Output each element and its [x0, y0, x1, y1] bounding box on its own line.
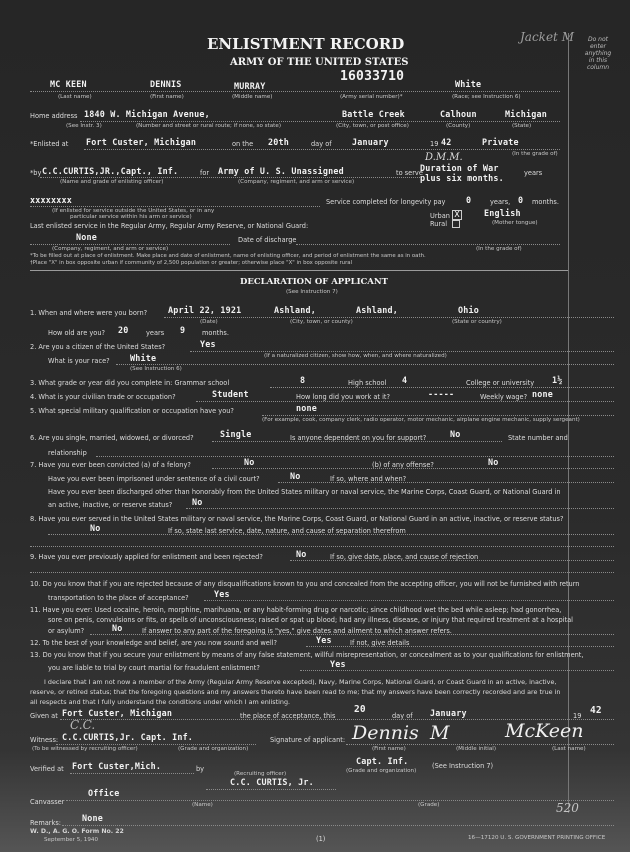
q11-label: 11. Have you ever: Used cocaine, heroin, morphine, marihuana, or any habit-forming drug or narcotic; since childhood wet the bed while asleep; had gonorrhea,: [30, 606, 562, 614]
label-sig-middle: (Middle initial): [456, 746, 497, 752]
q12b-label: If not, give details: [350, 639, 410, 647]
officer-underline: [40, 177, 420, 178]
section-divider: [30, 270, 568, 271]
on-the-label: on the: [232, 140, 254, 148]
last-service-label: Last enlisted service in the Regular Army, Regular Army Reserve, or National Guard:: [30, 222, 309, 230]
q7d2-label: an active, inactive, or reserve status?: [48, 501, 173, 509]
dependent-question: Is anyone dependent on you for support?: [290, 434, 427, 442]
footnote-2: †Place "X" in box opposite urban if community of 2,500 population or greater; otherwise place "X" in box opposite rural: [30, 260, 353, 266]
label-instr3: (See Instr. 3): [66, 123, 102, 129]
q9b-label: If so, give date, place, and cause of rejection: [330, 553, 479, 561]
q11d-label: If answer to any part of the foregoing is "yes," give dates and ailment to which answer refers.: [142, 627, 452, 635]
place-of-acceptance-label: the place of acceptance, this: [240, 712, 336, 720]
verified-name-value: C.C. CURTIS, Jr.: [230, 777, 314, 787]
race-answer-value: White: [130, 353, 157, 363]
given-month-value: January: [430, 708, 467, 718]
grammar-school-value: 8: [300, 375, 306, 385]
verified-place-value: Fort Custer,Mich.: [72, 761, 162, 771]
label-birth-city: (City, town, or county): [290, 319, 353, 325]
high-school-value: 4: [402, 375, 408, 385]
label-state: (State): [512, 123, 532, 129]
label-outside1: (If enlisted for service outside the United States, or in any: [52, 208, 215, 214]
q5-underline: [262, 415, 614, 416]
label-naturalized: (If a naturalized citizen, show how, when, and where naturalized): [264, 353, 447, 359]
corner-handwritten-number: 520: [556, 801, 579, 815]
relationship-underline: [96, 456, 614, 457]
serial-number-value: 16033710: [340, 69, 405, 84]
last-service-value: None: [76, 232, 97, 242]
college-value: 1½: [552, 375, 563, 385]
label-grade: (In the grade of): [512, 151, 558, 157]
q7-label: 7. Have you ever been convicted (a) of a felony?: [30, 461, 191, 469]
occupation-value: Student: [212, 389, 249, 399]
label-race: (Race; see Instruction 6): [452, 94, 521, 100]
label-enlisting-officer: (Name and grade of enlisting officer): [60, 179, 164, 185]
canvasser-label: Canvasser: [30, 798, 65, 806]
urban-checkbox: X: [452, 210, 462, 220]
label-recruiting-officer: (Recruiting officer): [234, 771, 287, 777]
home-address-label: Home address: [30, 112, 78, 120]
last-name-value: MC KEEN: [50, 79, 87, 89]
label-mother-tongue: (Mother tongue): [492, 220, 538, 226]
felony-value: No: [244, 457, 255, 467]
label-canvasser-name: (Name): [192, 802, 213, 808]
label-special: (For example, cook, company clerk, radio operator, motor mechanic, airplane engine mechanic, supply sergeant): [262, 417, 580, 423]
q9-underline: [290, 560, 614, 561]
canvasser-value: Office: [88, 788, 120, 798]
where-when-label: If so, where and when?: [330, 475, 407, 483]
verified-by-label: by: [196, 765, 205, 773]
q8-underline: [48, 534, 614, 535]
given-day-of-label: day of: [392, 712, 413, 720]
citizen-value: Yes: [200, 339, 216, 349]
q5-label: 5. What special military qualification or occupation have you?: [30, 407, 234, 415]
q4-label: 4. What is your civilian trade or occupation?: [30, 393, 176, 401]
q6-label: 6. Are you single, married, widowed, or divorced?: [30, 434, 194, 442]
q1-label: 1. When and where were you born?: [30, 309, 148, 317]
dependent-value: No: [450, 429, 461, 439]
q11b-label: sore on penis, convulsions or fits, or spells of unconsciousness; raised or spat up blood; had any illness, disease, or injury that required treatment at a hospital: [48, 616, 573, 624]
q8-underline-2: [30, 546, 614, 547]
relationship-label: relationship: [48, 449, 87, 457]
label-last-name: (Last name): [58, 94, 92, 100]
verified-by-underline: [206, 789, 336, 790]
sound-value: Yes: [316, 635, 332, 645]
label-grade-org: (Grade and organization): [178, 746, 249, 752]
footnote-1: *To be filled out at place of enlistment. Make place and date of enlistment, name of enlisting officer, and period of enlistment the same as in oath.: [30, 253, 426, 259]
rural-checkbox: [452, 220, 460, 228]
college-label: College or university: [466, 379, 535, 387]
last-service-underline: [30, 244, 230, 245]
verified-underline: [70, 773, 194, 774]
label-birth-date: (Date): [200, 319, 218, 325]
q13-label: 13. Do you know that if you secure your enlistment by means of any false statement, willful misrepresentation, or concealment as to your qualifications for enlistment,: [30, 651, 584, 659]
city-value: Battle Creek: [342, 109, 405, 119]
enlisted-day-value: 20th: [268, 137, 289, 147]
for-label: for: [200, 169, 210, 177]
q7-underline: [212, 468, 614, 469]
served-value: No: [90, 523, 101, 533]
q7c-label: Have you ever been imprisoned under sentence of a civil court?: [48, 475, 260, 483]
form-date: September 5, 1940: [44, 837, 99, 843]
declaration-sub: (See Instruction 7): [286, 289, 338, 295]
transport-value: Yes: [214, 589, 230, 599]
handwritten-initials: D.M.M.: [425, 152, 463, 163]
q4-underline: [196, 401, 614, 402]
q10b-label: transportation to the place of acceptance?: [48, 594, 189, 602]
signature-first-name: Dennis: [352, 722, 419, 744]
signature-underline: [346, 744, 614, 745]
label-outside2: particular service within his arm or service): [70, 214, 192, 220]
certification-line-2: reserve, or retired status; that the foregoing questions and my answers thereto have been read to me; that my answers have been correctly recorded and are true in: [30, 688, 561, 696]
race-underline: [116, 364, 614, 365]
to-serve-label: to serve: [396, 169, 423, 177]
signature-middle-initial: M: [430, 722, 450, 744]
day-of-label: day of: [311, 140, 332, 148]
birth-place-value: Ashland,: [274, 305, 316, 315]
label-middle-name: (Middle name): [232, 94, 273, 100]
witness-initial-signature: C.C.: [70, 718, 96, 732]
discharged-value: No: [192, 497, 203, 507]
q9-label: 9. Have you ever previously applied for enlistment and been rejected?: [30, 553, 263, 561]
age-months-label: months.: [202, 329, 229, 337]
form-number: W. D., A. G. O. Form No. 22: [30, 828, 124, 835]
q3-label: 3. What grade or year did you complete in: Grammar school: [30, 379, 230, 387]
label-grade-2: (In the grade of): [476, 246, 522, 252]
years-label: years: [524, 169, 543, 177]
certification-line-3: all respects and that I fully understand the conditions under which I am enlisting.: [30, 698, 291, 706]
rejected-value: No: [296, 549, 307, 559]
by-label: *by: [30, 169, 42, 177]
remarks-value: None: [82, 813, 103, 823]
signature-applicant-label: Signature of applicant:: [270, 736, 346, 744]
q8-label: 8. Have you ever served in the United States military or naval service, the Marine Corps, Coast Guard, or National Guard in an active, inactive, or reserve status?: [30, 515, 564, 523]
age-question: How old are you?: [48, 329, 106, 337]
court-martial-value: Yes: [330, 659, 346, 669]
outside-service-value: xxxxxxxx: [30, 195, 72, 205]
q13-underline: [300, 670, 614, 671]
page-number: (1): [316, 835, 326, 843]
marital-status-value: Single: [220, 429, 252, 439]
q11c-label: or asylum?: [48, 627, 85, 635]
high-school-label: High school: [348, 379, 387, 387]
plus-six-months-value: plus six months.: [420, 173, 504, 183]
label-serial: (Army serial number)*: [340, 94, 403, 100]
label-component: (Company, regiment, and arm or service): [238, 179, 355, 185]
longevity-years-label: years,: [490, 198, 511, 206]
label-city: (City, town, or post office): [336, 123, 409, 129]
q1-underline: [164, 317, 614, 318]
offense-label: (b) of any offense?: [372, 461, 434, 469]
q2-label: 2. Are you a citizen of the United States?: [30, 343, 166, 351]
address-underline: [80, 121, 560, 122]
longevity-months-value: 0: [518, 195, 524, 205]
label-sig-first: (First name): [372, 746, 406, 752]
longevity-months-label: months.: [532, 198, 559, 206]
county-value: Calhoun: [440, 109, 477, 119]
wage-label: Weekly wage?: [480, 393, 528, 401]
state-number-label: State number and: [508, 434, 568, 442]
age-years-label: years: [146, 329, 165, 337]
q2-underline: [190, 351, 614, 352]
middle-name-value: MURRAY: [234, 81, 266, 91]
witness-underline: [56, 744, 256, 745]
wage-value: none: [532, 389, 553, 399]
label-company: (Company, regiment, and arm or service): [52, 246, 169, 252]
street-value: 1840 W. Michigan Avenue,: [84, 109, 210, 119]
witness-value: C.C.CURTIS,Jr. Capt. Inf.: [62, 732, 194, 742]
outside-underline: [30, 206, 320, 207]
q8b-label: If so, state last service, date, nature, and cause of separation therefrom: [168, 527, 406, 535]
q7d-underline: [186, 508, 614, 509]
q11-underline: [90, 634, 614, 635]
q7d-label: Have you ever been discharged other than honorably from the United States military or naval service, the Marine Corps, Coast Guard, or National Guard in: [48, 488, 561, 496]
age-years-value: 20: [118, 325, 129, 335]
special-qualification-value: none: [296, 403, 317, 413]
label-witness: (To be witnessed by recruiting officer): [32, 746, 138, 752]
label-canvasser-grade: (Grade): [418, 802, 440, 808]
birth-state-value: Ohio: [458, 305, 479, 315]
label-first-name: (First name): [150, 94, 184, 100]
discharge-underline: [296, 244, 560, 245]
offense-value: No: [488, 457, 499, 467]
q9-underline-2: [30, 572, 614, 573]
work-duration-question: How long did you work at it?: [296, 393, 391, 401]
grade-value: Private: [482, 137, 519, 147]
rural-label: Rural: [430, 220, 448, 228]
printing-office-note: 16—17120 U. S. GOVERNMENT PRINTING OFFICE: [468, 835, 606, 841]
state-value: Michigan: [505, 109, 547, 119]
asylum-value: No: [112, 623, 123, 633]
remarks-underline: [62, 825, 614, 826]
label-sig-last: (Last name): [552, 746, 586, 752]
label-street: (Number and street or rural route; if none, so state): [136, 123, 281, 129]
witness-label: Witness:: [30, 736, 59, 744]
q12-underline: [306, 646, 614, 647]
enlisted-place-value: Fort Custer, Michigan: [86, 137, 197, 147]
imprisoned-value: No: [290, 471, 301, 481]
longevity-label: Service completed for longevity pay: [326, 198, 446, 206]
document-title: ENLISTMENT RECORD: [207, 35, 405, 53]
given-at-label: Given at: [30, 712, 58, 720]
urban-label: Urban: [430, 212, 450, 220]
given-year-value: 42: [590, 705, 602, 716]
q10-label: 10. Do you know that if you are rejected because of any disqualifications known to you and concealed from the accepting officer, you will not be furnished with return: [30, 580, 580, 588]
age-months-value: 9: [180, 325, 186, 335]
duration-value: Duration of War: [420, 163, 499, 173]
work-duration-value: -----: [428, 389, 455, 399]
enlisted-month-value: January: [352, 137, 389, 147]
enlisted-underline: [84, 149, 560, 150]
label-birth-state: (State or country): [452, 319, 502, 325]
document-subtitle: ARMY OF THE UNITED STATES: [230, 57, 409, 68]
q7c-underline: [278, 482, 614, 483]
see-instruction-7: (See Instruction 7): [432, 762, 494, 770]
declaration-heading: DECLARATION OF APPLICANT: [240, 277, 388, 287]
label-verified-grade: (Grade and organization): [346, 768, 417, 774]
race-value: White: [455, 79, 482, 89]
q12-label: 12. To the best of your knowledge and belief, are you now sound and well?: [30, 639, 277, 647]
q3-underline: [270, 387, 614, 388]
year-prefix: 19: [430, 140, 439, 148]
name-underline: [30, 91, 560, 92]
component-value: Army of U. S. Unassigned: [218, 166, 344, 176]
q13b-label: you are liable to trial by court martial for fraudulent enlistment?: [48, 664, 260, 672]
q6-underline: [212, 441, 502, 442]
given-day-value: 20: [354, 704, 366, 715]
verified-at-label: Verified at: [30, 765, 64, 773]
enlisted-at-label: *Enlisted at: [30, 140, 69, 148]
remarks-label: Remarks:: [30, 819, 61, 827]
signature-last-name: McKeen: [505, 720, 584, 742]
handwritten-jacket-note: Jacket M: [520, 30, 574, 44]
given-year-prefix: 19: [573, 712, 582, 720]
date-of-discharge-label: Date of discharge: [238, 236, 297, 244]
birth-date-value: April 22, 1921: [168, 305, 242, 315]
enlisting-officer-value: C.C.CURTIS,JR.,Capt., Inf.: [42, 166, 179, 176]
first-name-value: DENNIS: [150, 79, 182, 89]
longevity-years-value: 0: [466, 195, 472, 205]
canvasser-underline: [66, 800, 614, 801]
birth-county-value: Ashland,: [356, 305, 398, 315]
label-race-instr: (See Instruction 6): [130, 366, 182, 372]
label-county: (County): [446, 123, 471, 129]
enlisted-year-value: 42: [441, 137, 452, 147]
mother-tongue-value: English: [484, 208, 521, 218]
q10-underline: [204, 600, 614, 601]
do-not-enter-note: Do not enter anything in this column: [584, 36, 612, 71]
certification-line-1: I declare that I am not now a member of the Army (Regular Army Reserve excepted), Navy, Marine Corps, National Guard, or Coast Guard in an active, inactive,: [44, 678, 557, 686]
verified-grade-value: Capt. Inf.: [356, 756, 409, 766]
given-place-value: Fort Custer, Michigan: [62, 708, 173, 718]
race-question: What is your race?: [48, 357, 110, 365]
